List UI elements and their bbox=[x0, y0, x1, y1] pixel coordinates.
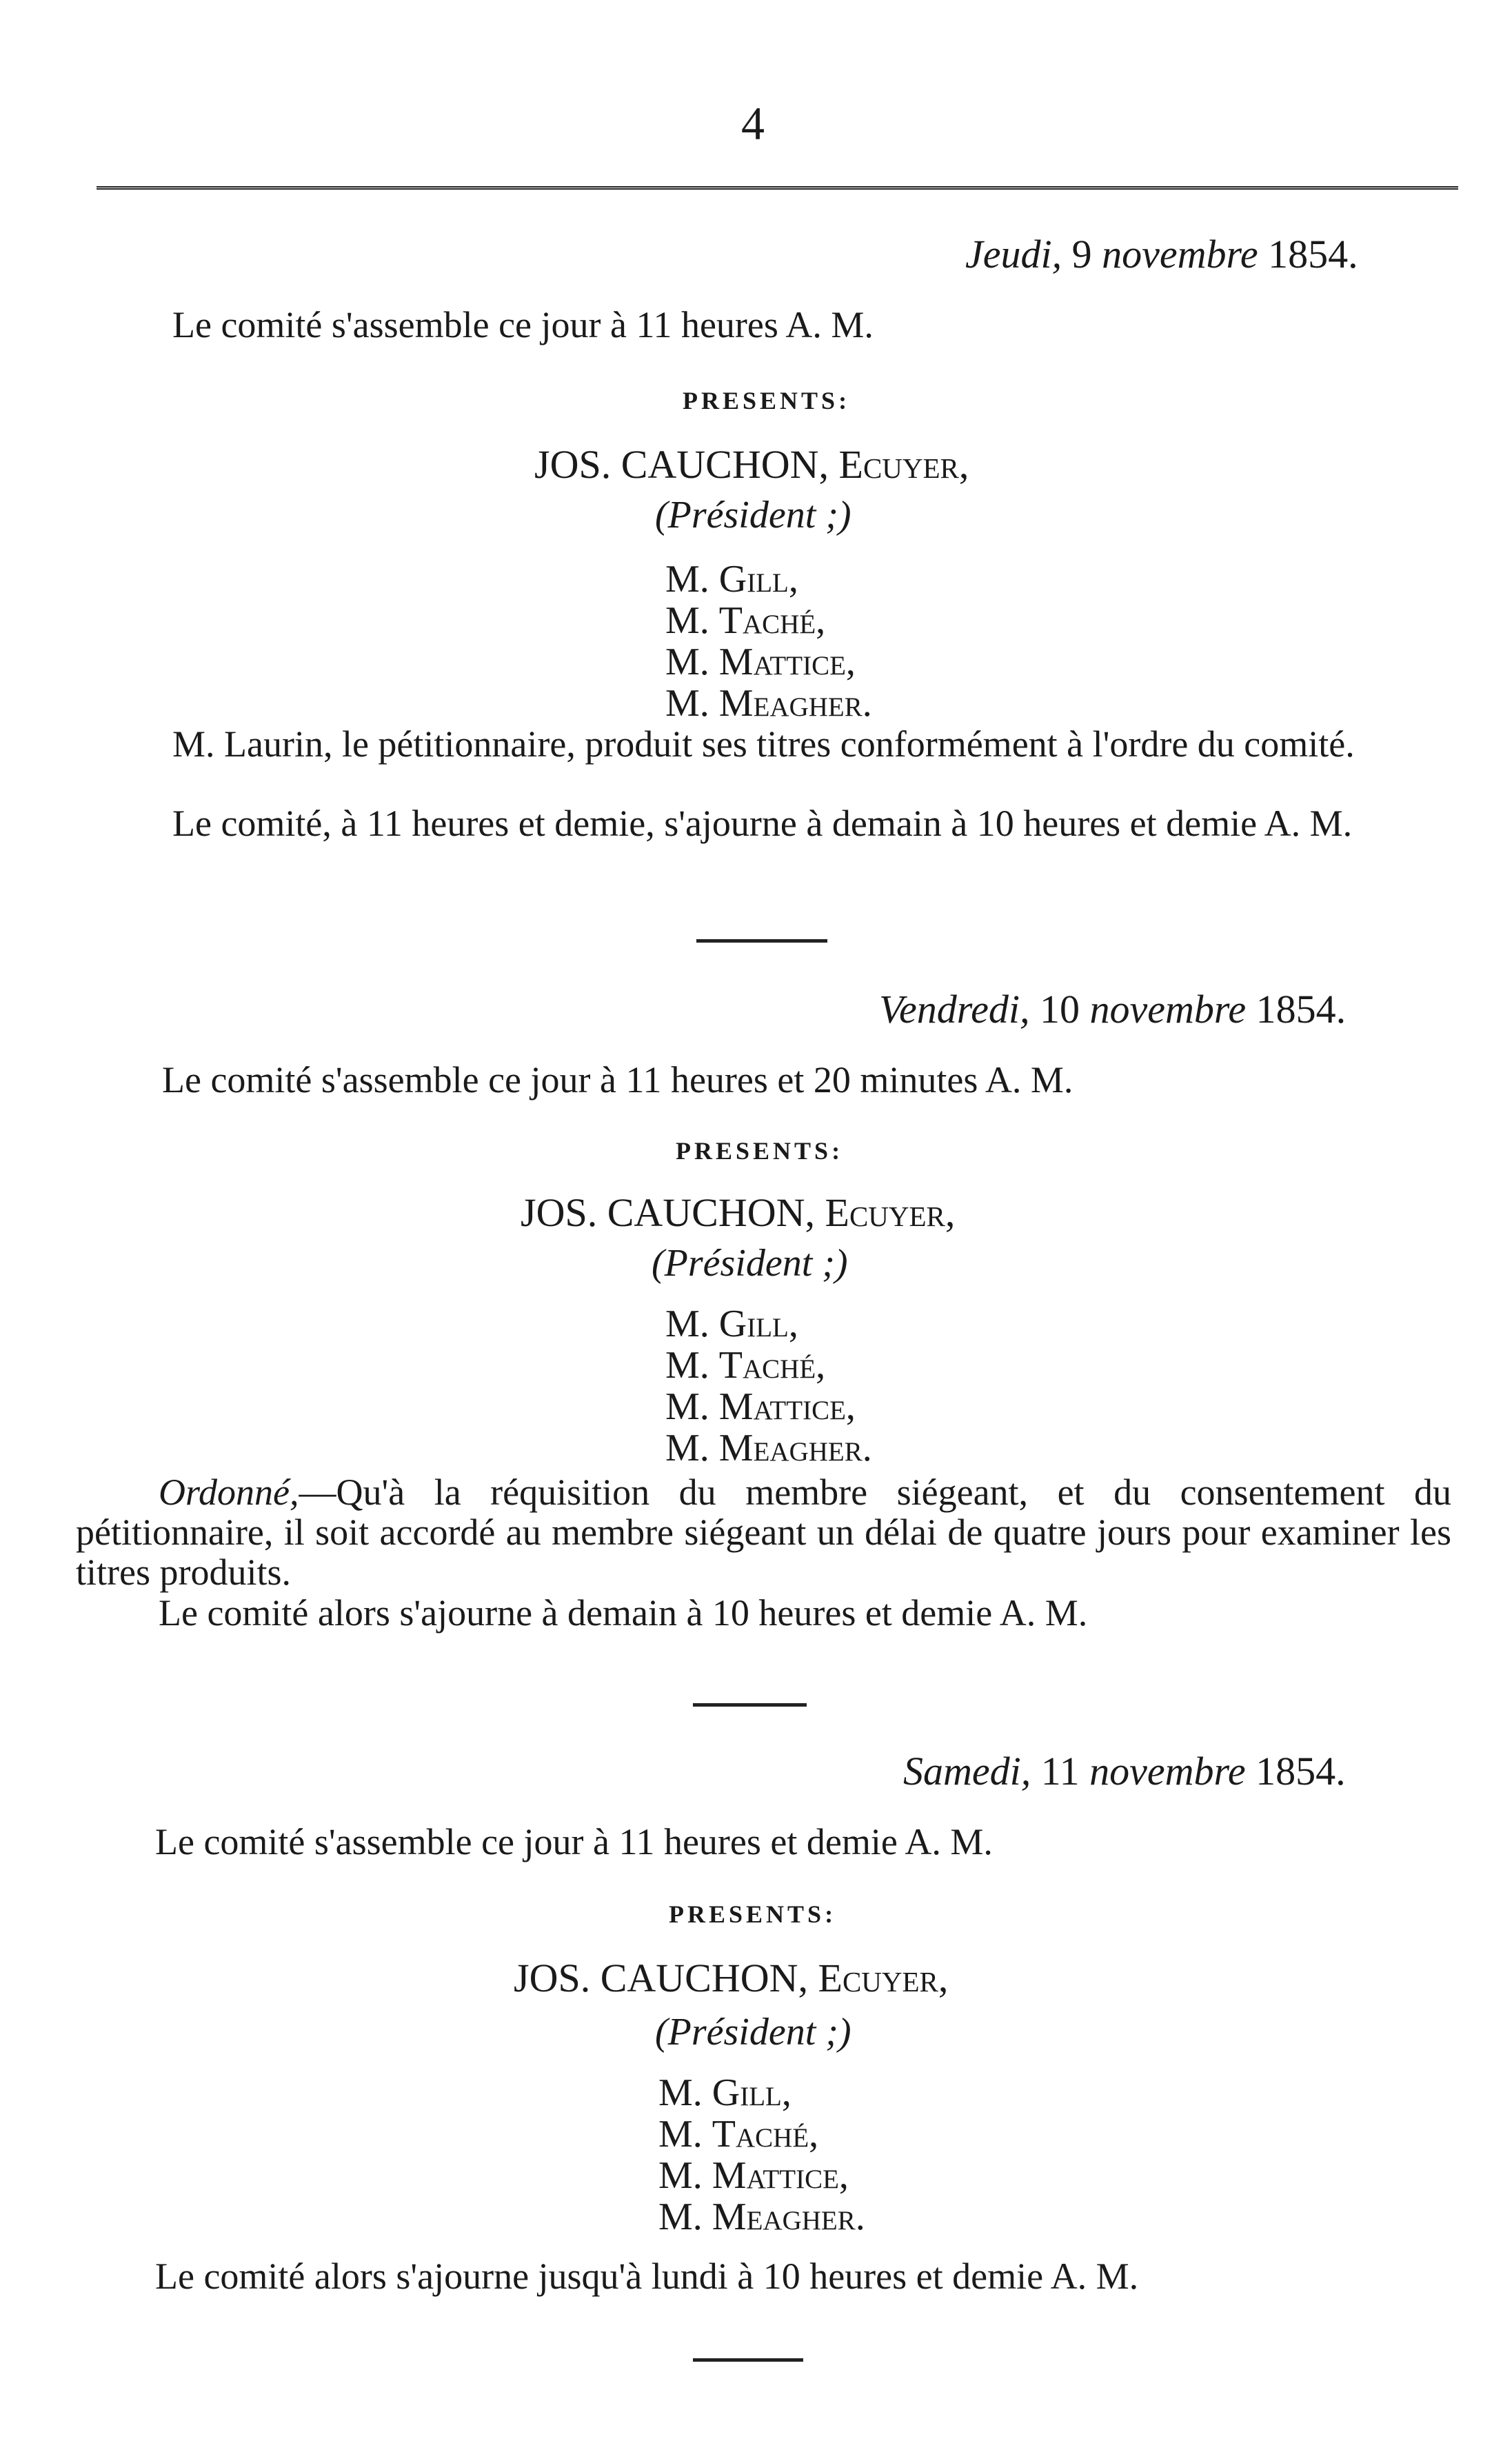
session-3-presents-label: PRESENTS: bbox=[669, 1900, 837, 1928]
session-1-members bbox=[665, 559, 872, 724]
session-2-president-title: (Président ;) bbox=[652, 1242, 848, 1285]
session-2-members bbox=[665, 1303, 872, 1469]
member-item: M. Gill, bbox=[665, 1303, 798, 1345]
member-item: M. Mattice, bbox=[665, 1385, 856, 1428]
member-item: M. Meagher. bbox=[658, 2196, 865, 2238]
session-3-members bbox=[658, 2072, 865, 2238]
session-3-paragraph-2: Le comité alors s'ajourne jusqu'à lundi à 10 heures et demie A. M. bbox=[155, 2256, 1139, 2297]
session-3-date: Samedi, 11 novembre 1854. bbox=[903, 1749, 1346, 1794]
session-1-paragraph-2: Le comité, à 11 heures et demie, s'ajourne à demain à 10 heures et demie A. M. bbox=[172, 803, 1353, 844]
session-3-president-title: (Président ;) bbox=[655, 2011, 851, 2053]
session-2-opening: Le comité s'assemble ce jour à 11 heures et 20 minutes A. M. bbox=[162, 1059, 1073, 1101]
member-item: M. Taché, bbox=[665, 1344, 826, 1387]
member-item: M. Gill, bbox=[665, 558, 798, 601]
member-item: M. Mattice, bbox=[665, 641, 856, 683]
member-item: M. Taché, bbox=[658, 2113, 819, 2156]
session-2-date: Vendredi, 10 novembre 1854. bbox=[879, 987, 1347, 1032]
session-3-chair: JOS. CAUCHON, Ecuyer, bbox=[514, 1956, 949, 2000]
member-item: M. Gill, bbox=[658, 2071, 792, 2114]
session-2-chair: JOS. CAUCHON, Ecuyer, bbox=[521, 1190, 956, 1235]
session-2-paragraph-1: Ordonné,—Qu'à la réquisition du membre siégeant, et du consentement du pétitionnaire, il soit accordé au membre siégeant un délai de quatre jours pour examiner les titres produits. bbox=[76, 1471, 1451, 1593]
member-item: M. Mattice, bbox=[658, 2154, 849, 2197]
session-separator bbox=[693, 1703, 807, 1707]
session-1-opening: Le comité s'assemble ce jour à 11 heures A. M. bbox=[172, 304, 874, 345]
page-number: 4 bbox=[741, 97, 765, 150]
header-rule bbox=[97, 186, 1458, 190]
session-1-date: Jeudi, 9 novembre 1854. bbox=[965, 232, 1358, 277]
member-item: M. Meagher. bbox=[665, 682, 872, 725]
session-2-presents-label: PRESENTS: bbox=[676, 1137, 844, 1165]
session-separator bbox=[696, 939, 827, 943]
session-1-chair: JOS. CAUCHON, Ecuyer, bbox=[534, 442, 969, 487]
session-2-paragraph-2: Le comité alors s'ajourne à demain à 10 heures et demie A. M. bbox=[159, 1592, 1088, 1634]
session-separator bbox=[693, 2358, 803, 2362]
session-1-presents-label: PRESENTS: bbox=[683, 387, 851, 414]
session-1-president-title: (Président ;) bbox=[655, 494, 851, 536]
member-item: M. Taché, bbox=[665, 599, 826, 642]
session-1-paragraph-1: M. Laurin, le pétitionnaire, produit ses titres conformément à l'ordre du comité. bbox=[172, 723, 1355, 765]
member-item: M. Meagher. bbox=[665, 1427, 872, 1469]
session-3-opening: Le comité s'assemble ce jour à 11 heures et demie A. M. bbox=[155, 1821, 993, 1862]
